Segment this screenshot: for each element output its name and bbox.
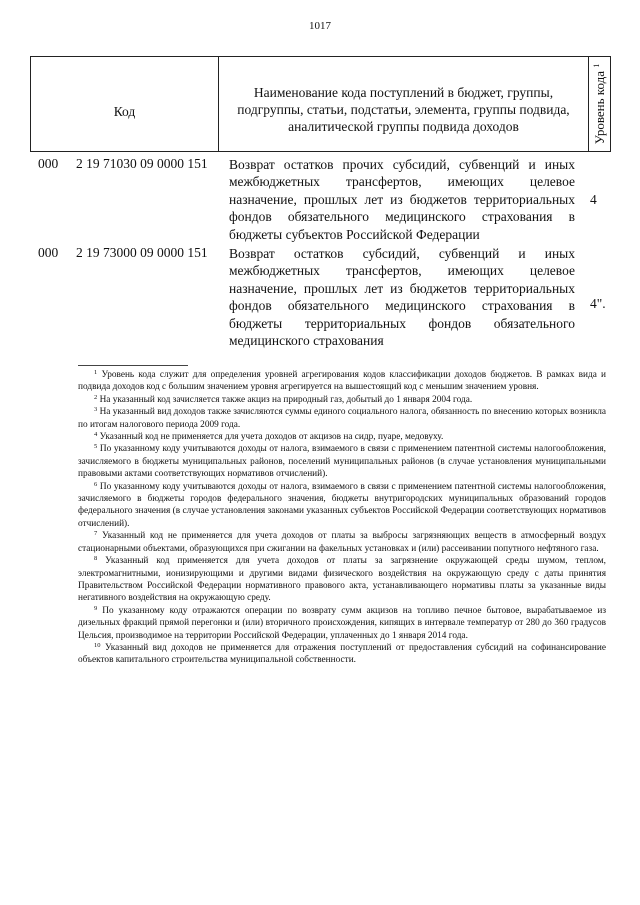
footnote-text: По указанному коду учитываются доходы от налога, взимаемого в связи с применением патентной системы налогообложения, зачисляемого в бюджеты городов федерального значения, бюджеты внутригородских муниципальных образований городов федерального значения (в случае установления законами указанных субъектов Российской Федерации соответствующих нормативов отчислений). (78, 481, 606, 529)
footnote-text: Указанный код применяется для учета доходов от платы за загрязнение окружающей среды шумом, теплом, электромагнитными, ионизирующими и другими видами физического воздействия на окружающую среду с даты принятия Правительством Российской Федерации нормативного правового акта, устанавливающего нормативы платы за указанные виды негативного воздействия на окружающую среду. (78, 556, 606, 604)
row-name: Возврат остатков прочих субсидий, субвенций и иных межбюджетных трансфертов, имеющих целевое назначение, прошлых лет из бюджетов территориальных фондов обязательного медицинского страхования в бюджеты субъектов Российской Федерации (229, 157, 575, 242)
footnote-number: 4 (94, 431, 98, 439)
row-code: 2 19 71030 09 0000 151 (76, 156, 208, 171)
page-number: 1017 (309, 20, 331, 32)
footnote-number: 1 (94, 369, 98, 376)
footnote-text: По указанному коду учитываются доходы от налога, взимаемого в связи с применением патентной системы налогообложения, зачисляемого в бюджеты муниципальных районов, поселений муниципальных районов (в случае установления муниципальными правовыми актами соответствующих нормативов отчислений). (78, 444, 606, 480)
footnote (78, 555, 606, 605)
header-level (589, 57, 610, 151)
footnote-number: 2 (94, 393, 98, 401)
row-prefix: 000 (38, 245, 59, 260)
footnote-text: Уровень кода служит для определения уровней агрегирования кодов классификации доходов бюджетов. В рамках вида и подвида доходов код с большим значением уровня агрегируется на вышестоящий код с меньшим значением уровня. (78, 370, 606, 393)
footnote (78, 530, 606, 555)
footnote-number: 3 (94, 406, 98, 414)
footnote (78, 642, 606, 667)
header-name: Наименование кода поступлений в бюджет, группы, подгруппы, статьи, подстатьи, элемента, группы подвида, аналитической группы подвида доходов (219, 57, 589, 151)
row-code: 2 19 73000 09 0000 151 (76, 245, 208, 260)
table-row (30, 156, 611, 242)
table-row (30, 245, 611, 349)
header-level-footnote-ref: 1 (591, 63, 601, 68)
footnote-text: Указанный код не применяется для учета доходов от платы за выбросы загрязняющих веществ в атмосферный воздух стационарными объектами, образующихся при сжигании на факельных установках и (или) рассеивании попутного нефтяного газа. (78, 531, 607, 554)
table-header (30, 56, 611, 152)
footnote-text: На указанный вид доходов также зачисляются суммы единого социального налога, обязанность по внесению которых возникла по итогам налогового периода 2009 года. (78, 407, 606, 430)
footnote-number: 5 (94, 443, 98, 451)
footnote-number: 7 (94, 530, 98, 538)
row-name: Возврат остатков субсидий, субвенций и иных межбюджетных трансфертов, имеющих целевое назначение, прошлых лет из бюджетов территориальных фондов обязательного медицинского страхования в бюджеты территориальных фондов обязательного медицинского страхования (229, 246, 575, 349)
footnote (78, 443, 606, 480)
header-level-label: Уровень кода (591, 71, 607, 145)
footnote (78, 394, 606, 406)
header-code: Код (31, 57, 219, 151)
footnote (78, 605, 606, 642)
row-prefix: 000 (38, 156, 59, 171)
footnote (78, 406, 606, 431)
footnote-number: 10 (94, 641, 101, 649)
footnote-text: Указанный вид доходов не применяется для отражения поступлений от предоставления субсидий на софинансирование объектов капитального строительства муниципальной собственности. (78, 642, 607, 666)
footnotes (78, 369, 606, 667)
footnote-number: 6 (94, 480, 98, 488)
footnote (78, 369, 606, 394)
footnote-text: Указанный код не применяется для учета доходов от акцизов на сидр, пуаре, медовуху. (99, 432, 444, 443)
footnote (78, 481, 606, 531)
row-level: 4". (590, 296, 606, 311)
footnote-number: 8 (94, 555, 98, 563)
row-level: 4 (590, 192, 597, 207)
footnote-number: 9 (94, 604, 98, 612)
header-level-text (591, 64, 607, 144)
footnote-text: По указанному коду отражаются операции по возврату сумм акцизов на топливо печное бытовое, вырабатываемое из дизельных фракций прямой перегонки и (или) вторичного происхождения, кипящих в интервале температур от 280 до 360 градусов Цельсия, производимое на территории Российской Федерации, уплаченных до 1 января 2014 года. (78, 605, 606, 641)
footnote-separator (78, 365, 188, 366)
footnote (78, 431, 606, 443)
footnote-text: На указанный код зачисляется также акциз на природный газ, добытый до 1 января 2004 года. (99, 394, 473, 405)
